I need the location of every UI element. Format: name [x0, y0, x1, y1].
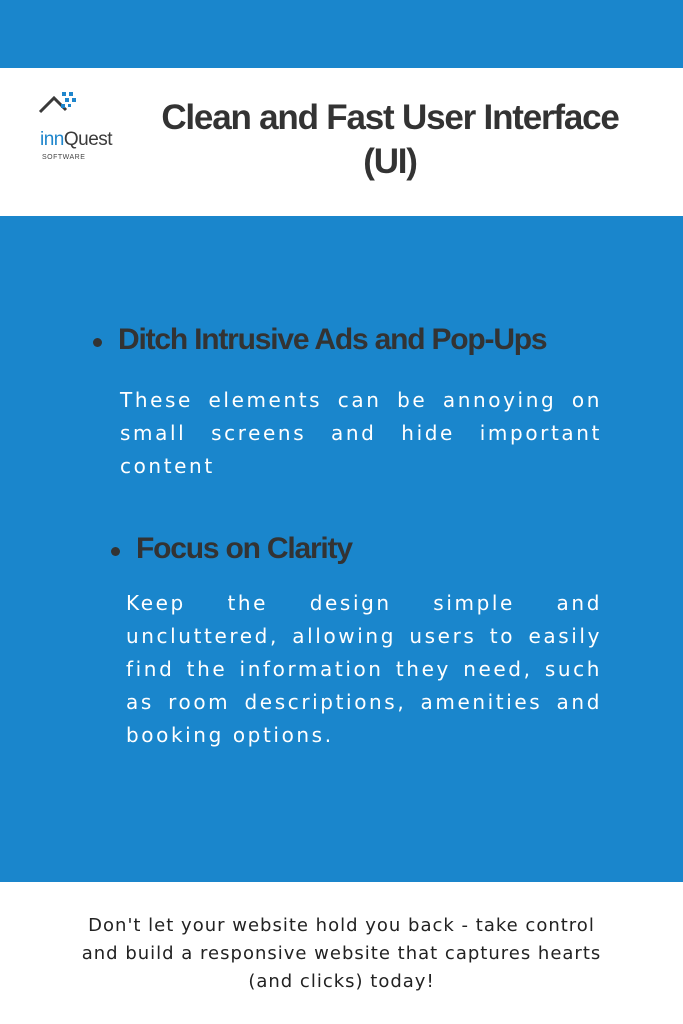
bullet-icon	[111, 547, 120, 556]
top-band	[0, 0, 683, 68]
section-heading-ads: Ditch Intrusive Ads and Pop-Ups	[118, 323, 547, 356]
bullet-icon	[93, 338, 102, 347]
footer	[0, 882, 683, 1024]
house-roof-icon	[36, 90, 122, 134]
brand-subtitle: SOFTWARE	[42, 154, 86, 161]
page-title: Clean and Fast User Interface (UI)	[161, 98, 619, 181]
section-heading-clarity: Focus on Clarity	[136, 532, 352, 565]
brand-logo	[36, 90, 122, 161]
section-body-clarity: Keep the design simple and uncluttered, allowing users to easily find the information they need, such as room descriptions, amenities and booking options.	[126, 591, 602, 747]
brand-name-part2: Quest	[63, 129, 113, 150]
main-content	[0, 216, 683, 882]
section-body-ads: These elements can be annoying on small screens and hide important content	[120, 388, 602, 478]
footer-cta-text: Don't let your website hold you back - take control and build a responsive website that captures hearts (and clicks) today!	[81, 915, 602, 992]
brand-name	[40, 130, 112, 150]
brand-name-part1: inn	[40, 129, 64, 150]
header	[0, 68, 683, 216]
